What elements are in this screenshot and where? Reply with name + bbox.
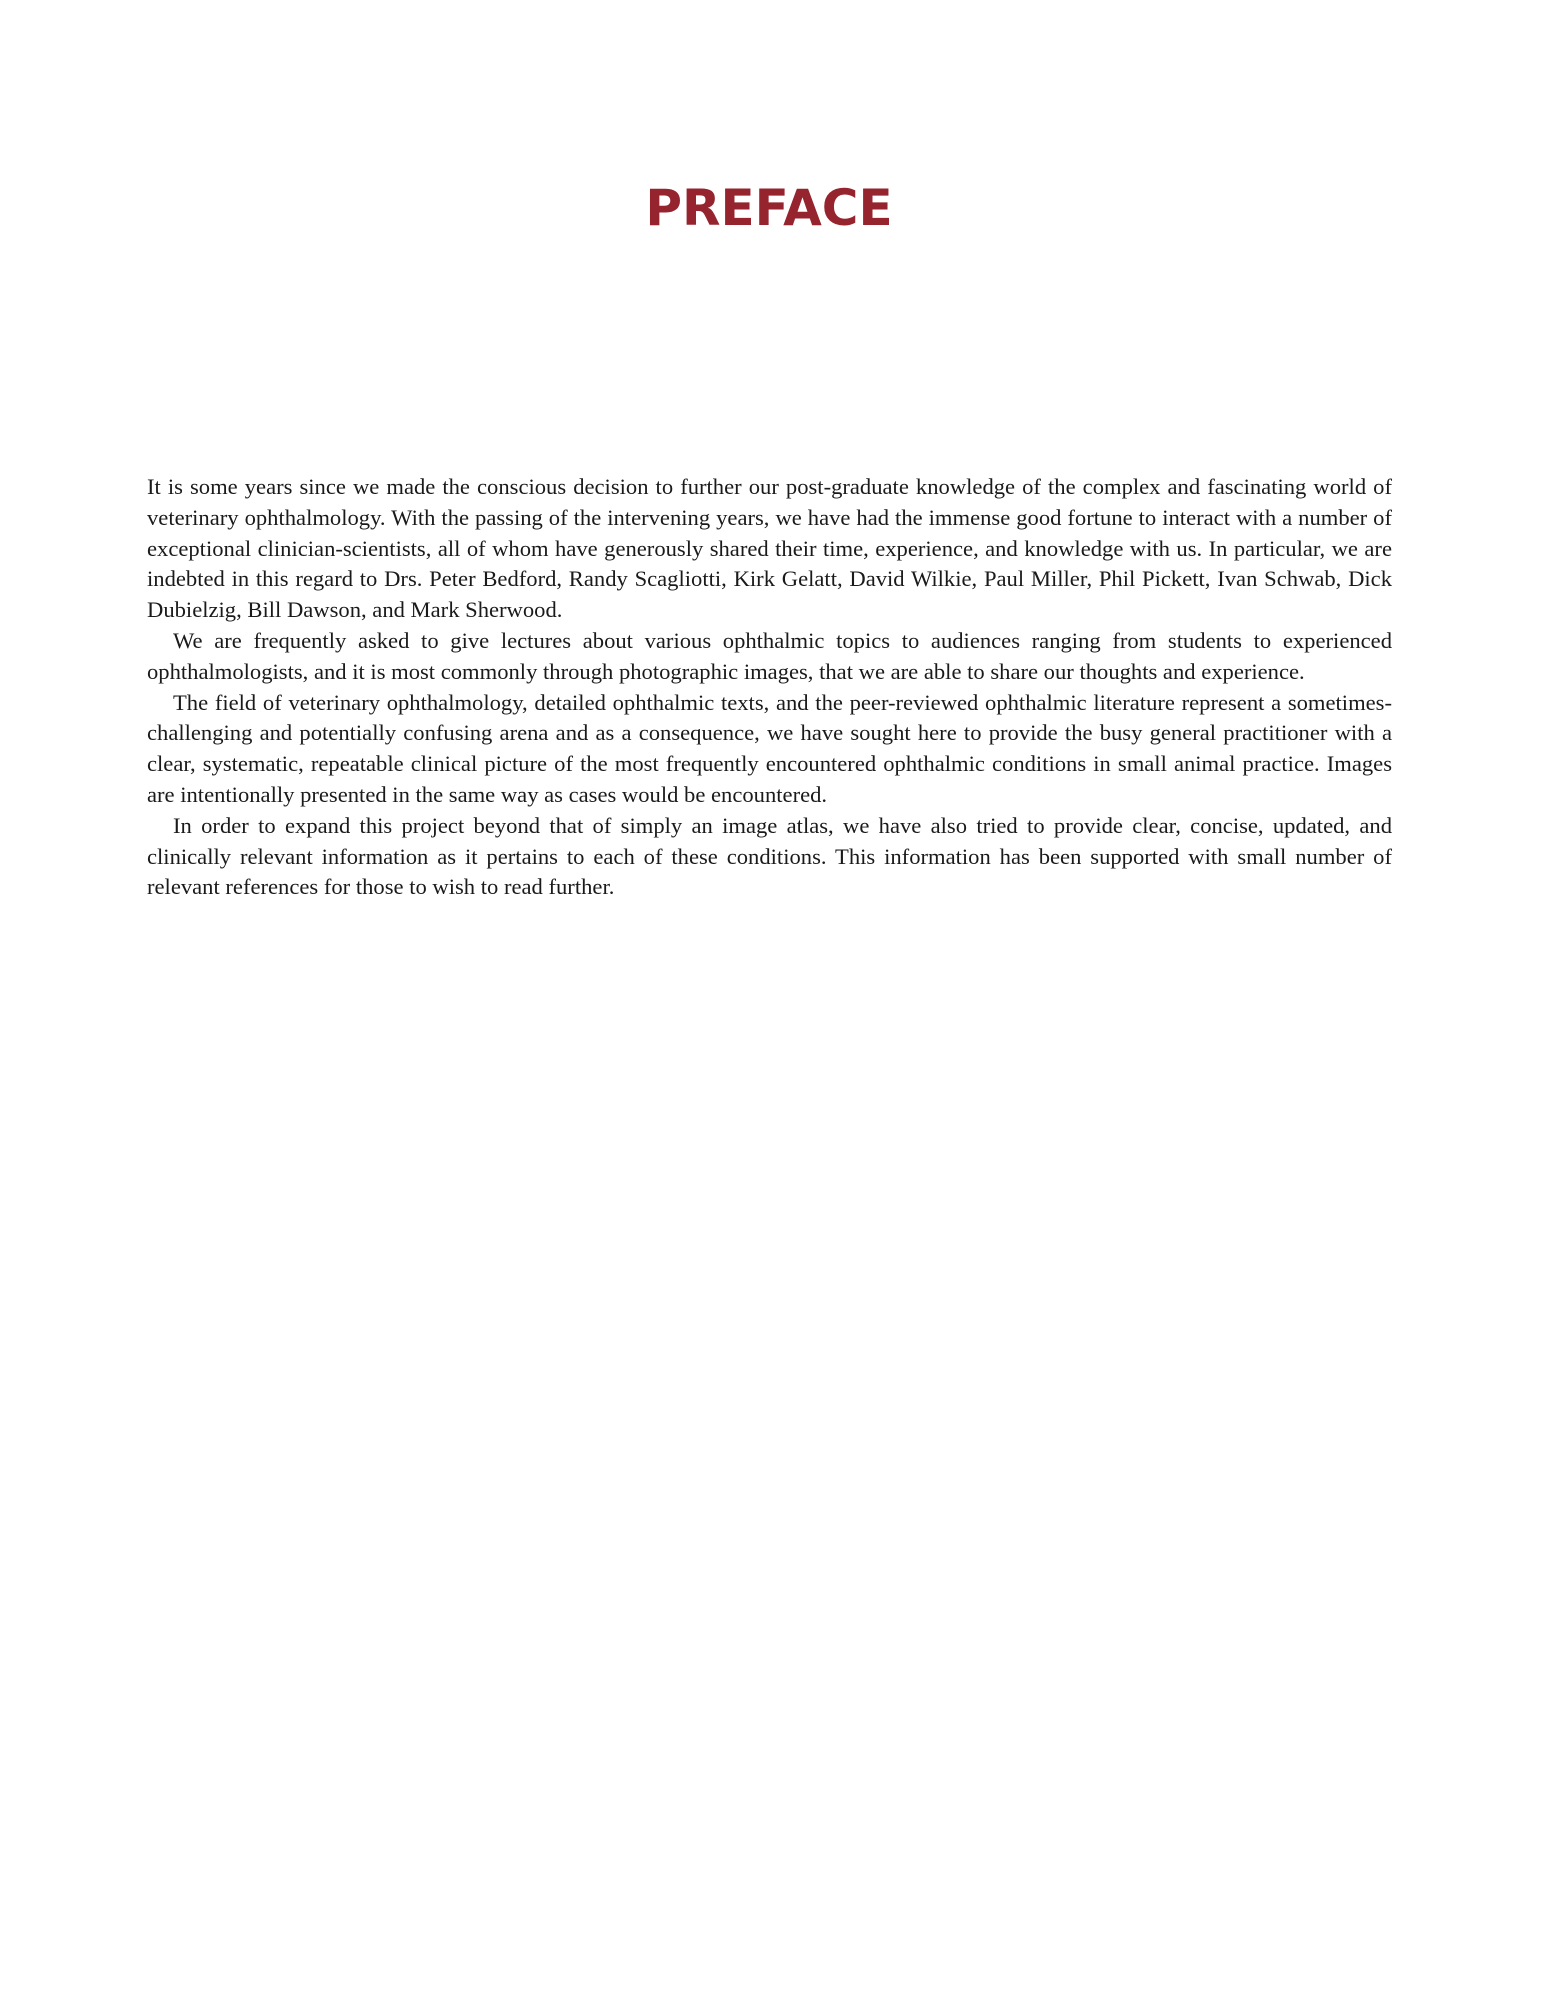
paragraph-2: We are frequently asked to give lectures about various ophthalmic topics to audiences ranging from students to experienced ophthalmologists, and it is most commonly through photographic images, that we are able to share our thoughts and experience. — [147, 627, 1392, 684]
preface-body — [147, 472, 1392, 903]
paragraph-1: It is some years since we made the conscious decision to further our post-graduate knowledge of the complex and fascinating world of veterinary ophthalmology. With the passing of the intervening years, we have had the immense good fortune to interact with a number of exceptional clinician-scientists, all of whom have generously shared their time, experience, and knowledge with us. In particular, we are indebted in this regard to Drs. Peter Bedford, Randy Scagliotti, Kirk Gelatt, David Wilkie, Paul Miller, Phil Pickett, Ivan Schwab, Dick Dubielzig, Bill Dawson, and Mark Sherwood. — [147, 474, 1392, 623]
paragraph-3: The field of veterinary ophthalmology, detailed ophthalmic texts, and the peer-reviewed ophthalmic literature represent a sometimes-challenging and potentially confusing arena and as a consequence, we have sought here to provide the busy general practitioner with a clear, systematic, repeatable clinical picture of the most frequently encountered ophthalmic conditions in small animal practice. Images are intentionally presented in the same way as cases would be encountered. — [147, 689, 1392, 807]
paragraph-4: In order to expand this project beyond that of simply an image atlas, we have also tried to provide clear, concise, updated, and clinically relevant information as it pertains to each of these conditions. This information has been supported with small number of relevant references for those to wish to read further. — [147, 812, 1392, 900]
page-title: PREFACE — [645, 179, 893, 237]
